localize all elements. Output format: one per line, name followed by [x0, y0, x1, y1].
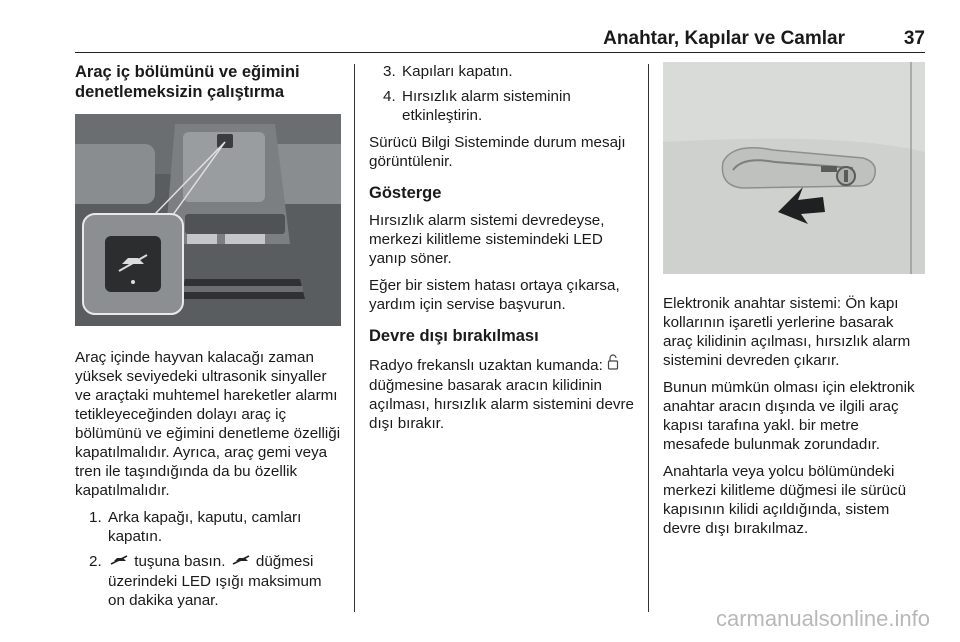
- section-heading: Gösterge: [369, 184, 442, 202]
- section-heading: Araç iç bölümünü ve eğimini denetlemeksizin çalıştırma: [75, 63, 300, 101]
- paragraph: Sürücü Bilgi Sisteminde durum mesajı görüntülenir.: [369, 134, 626, 170]
- paragraph: Bunun mümkün olması için elektronik anahtar aracın dışında ve ilgili araç kapısı tarafına yakl. bir metre mesafede bulunmak zorundadır.: [663, 379, 915, 453]
- page-header: [75, 28, 925, 53]
- column-2: [369, 62, 635, 441]
- list-item: [369, 87, 635, 125]
- step-list: [369, 62, 635, 125]
- paragraph-text: düğmesine basarak aracın kilidinin açılması, hırsızlık alarm sistemini devre dışı bırakır.: [369, 377, 635, 432]
- step-text: Arka kapağı, kaputu, camları kapatın.: [108, 509, 302, 545]
- step-number: 2.: [89, 553, 102, 570]
- alarm-tilt-icon: [230, 553, 252, 572]
- door-handle-illustration: [663, 62, 925, 274]
- watermark: carmanualsonline.info: [715, 606, 930, 631]
- paragraph: Araç içinde hayvan kalacağı zaman yüksek seviyedeki ultrasonik sinyaller ve araçtaki muhtemel hareketler alarmı tetikleyeceğinden dolayı araç iç bölümünü ve eğimini denetleme özelliği kapatılmalıdır. Ayrıca, araç gemi veya tren ile taşındığında da bu özellik kapatılmalıdır.: [75, 349, 341, 499]
- door-handle-drawing: [663, 62, 925, 274]
- overhead-console-drawing: [75, 114, 341, 326]
- step-text: tuşuna basın.: [134, 553, 226, 570]
- alarm-tilt-icon: [108, 553, 130, 572]
- paragraph: Anahtarla veya yolcu bölümündeki merkezi kilitleme düğmesi ile sürücü kapısının kilidi açıldığında, sistem devre dışı bırakılmaz.: [663, 463, 907, 537]
- step-text: Hırsızlık alarm sisteminin etkinleştirin.: [402, 88, 571, 124]
- step-text: Kapıları kapatın.: [402, 63, 513, 80]
- interior-console-illustration: [75, 114, 341, 326]
- chapter-title: Anahtar, Kapılar ve Camlar: [603, 28, 845, 49]
- page-number: 37: [903, 28, 925, 49]
- step-number: 4.: [383, 88, 396, 105]
- paragraph-text: Radyo frekanslı uzaktan kumanda:: [369, 357, 603, 374]
- paragraph: Hırsızlık alarm sistemi devredeyse, merkezi kilitleme sistemindeki LED yanıp söner.: [369, 212, 605, 267]
- list-item: [75, 552, 341, 610]
- paragraph: Eğer bir sistem hatası ortaya çıkarsa, yardım için servise başvurun.: [369, 277, 620, 313]
- column-divider: [354, 64, 355, 612]
- step-number: 3.: [383, 63, 396, 80]
- section-heading: Devre dışı bırakılması: [369, 327, 539, 345]
- unlock-icon: [607, 354, 619, 376]
- column-divider: [648, 64, 649, 612]
- column-1: [75, 62, 341, 618]
- step-text: düğmesi üzerindeki LED ışığı maksimum on dakika yanar.: [108, 553, 322, 609]
- paragraph: [369, 354, 635, 433]
- column-3: [663, 62, 925, 546]
- step-number: 1.: [89, 509, 102, 526]
- list-item: [75, 508, 341, 546]
- step-list: [75, 508, 341, 610]
- list-item: [369, 62, 635, 81]
- paragraph: Elektronik anahtar sistemi: Ön kapı kollarının işaretli yerlerine basarak araç kilidinin açılması, hırsızlık alarm sistemini devreden çıkarır.: [663, 295, 911, 369]
